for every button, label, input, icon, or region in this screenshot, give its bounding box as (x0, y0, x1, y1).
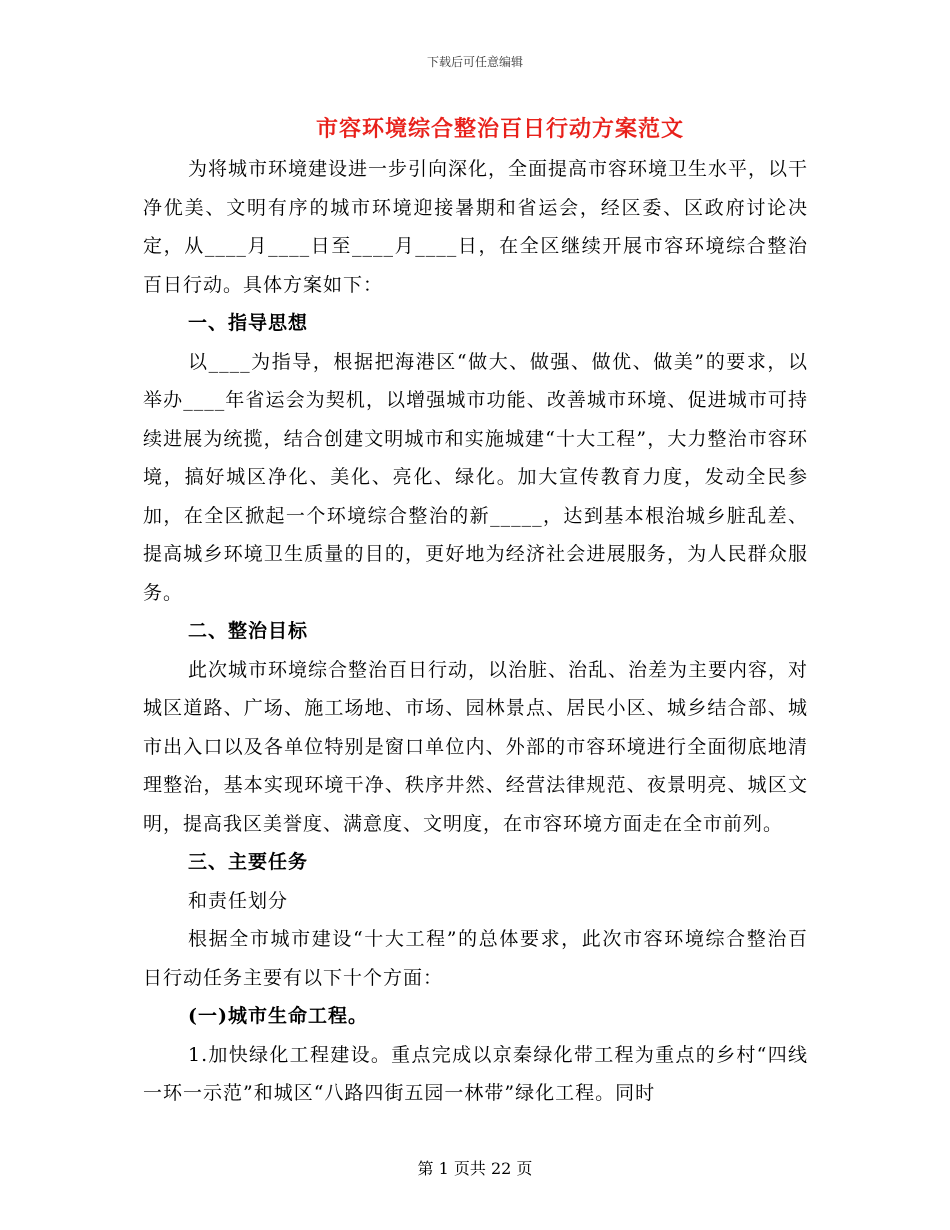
document-title: 市容环境综合整治百日行动方案范文 (315, 116, 684, 142)
page-number: 第 1 页共 22 页 (417, 1159, 533, 1178)
intro-paragraph: 为将城市环境建设进一步引向深化，全面提高市容环境卫生水平，以干净优美、文明有序的城市环境迎接暑期和省运会，经区委、区政府讨论决定，从____月____日至____月____日，在全区继续开展市容环境综合整治百日行动。具体方案如下： (143, 158, 809, 296)
section-heading-goals: 二、整治目标 (188, 620, 309, 642)
header-note: 下载后可任意编辑 (426, 55, 523, 69)
document-body (143, 150, 808, 1113)
subsection-heading-city-life-project: (一)城市生命工程。 (188, 1005, 368, 1027)
section-heading-guiding-ideology: 一、指导思想 (188, 312, 309, 334)
section-main-tasks-subtitle: 和责任划分 (188, 889, 289, 912)
section-goals-body: 此次城市环境综合整治百日行动，以治脏、治乱、治差为主要内容，对城区道路、广场、施工场地、市场、园林景点、居民小区、城乡结合部、城市出入口以及各单位特别是窗口单位内、外部的市容环境进行全面彻底地清理整治，基本实现环境干净、秩序井然、经营法律规范、夜景明亮、城区文明，提高我区美誉度、满意度、文明度，在市容环境方面走在全市前列。 (143, 658, 809, 835)
section-heading-main-tasks: 三、主要任务 (188, 851, 309, 873)
section-guiding-ideology-body: 以____为指导，根据把海港区“做大、做强、做优、做美”的要求，以举办____年省运会为契机，以增强城市功能、改善城市环境、促进城市可持续进展为统揽，结合创建文明城市和实施城建“十大工程”，大力整治市容环境，搞好城区净化、美化、亮化、绿化。加大宣传教育力度，发动全民参加，在全区掀起一个环境综合整治的新_____，达到基本根治城乡脏乱差、提高城乡环境卫生质量的目的，更好地为经济社会进展服务，为人民群众服务。 (143, 350, 808, 604)
item-1-paragraph: 1.加快绿化工程建设。重点完成以京秦绿化带工程为重点的乡村“四线一环一示范”和城区“八路四街五园一林带”绿化工程。同时 (143, 1043, 808, 1104)
section-main-tasks-body: 根据全市城市建设“十大工程”的总体要求，此次市容环境综合整治百日行动任务主要有以下十个方面： (143, 928, 808, 989)
